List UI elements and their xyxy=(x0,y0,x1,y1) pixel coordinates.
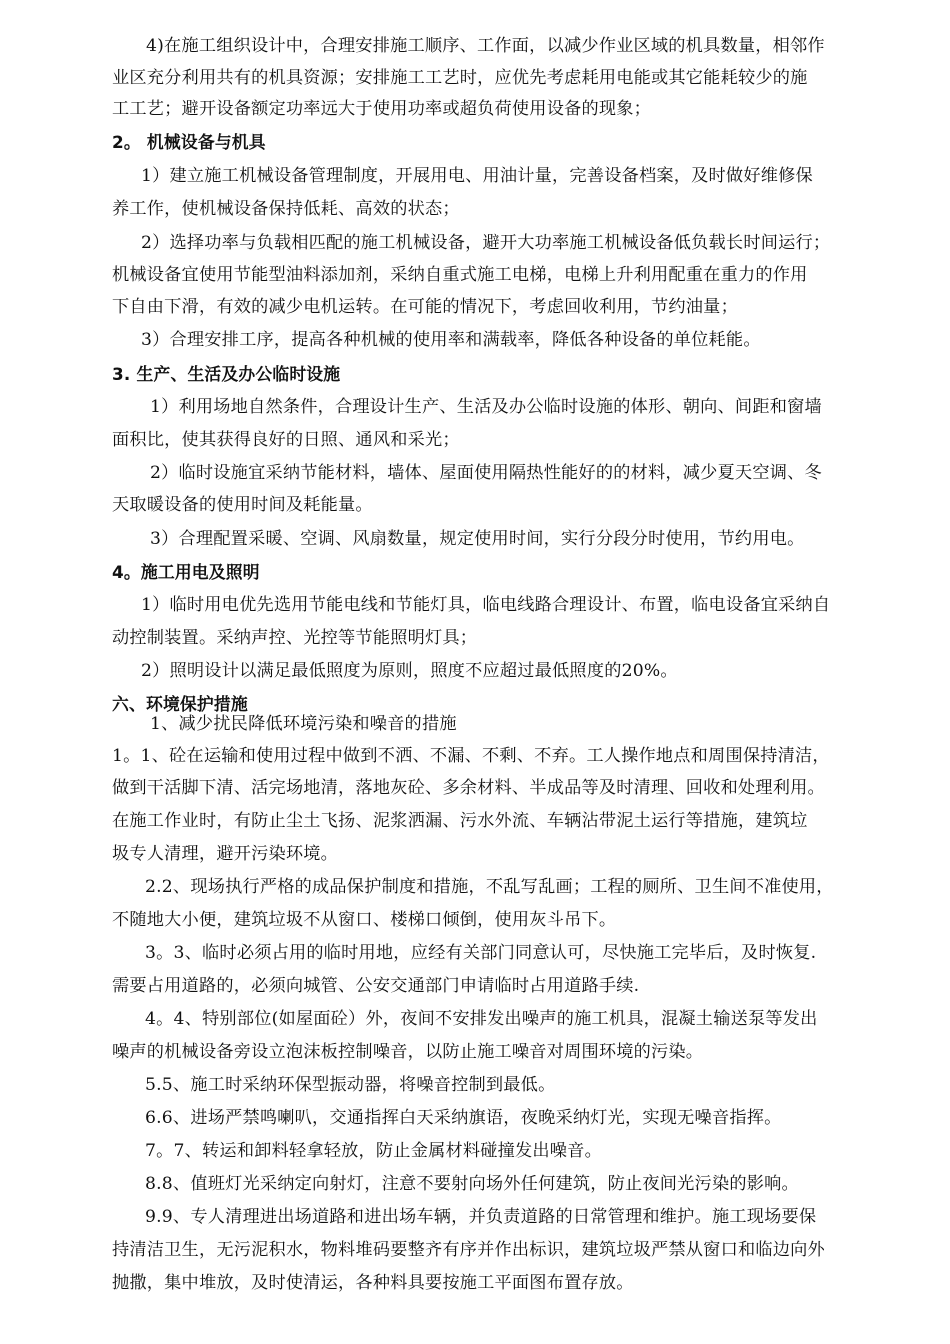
text-line: 在施工作业时，有防止尘土飞扬、泥浆洒漏、污水外流、车辆沾带泥土运行等措施，建筑垃 xyxy=(112,811,808,831)
text-line: 抛撒，集中堆放，及时使清运，各种料具要按施工平面图布置存放。 xyxy=(112,1273,634,1293)
section-heading: 2。 机械设备与机具 xyxy=(112,132,266,152)
text-line: 业区充分利用共有的机具资源；安排施工工艺时，应优先考虑耗用电能或其它能耗较少的施 xyxy=(112,68,808,88)
text-line: 养工作，使机械设备保持低耗、高效的状态； xyxy=(112,199,460,219)
text-line: 机械设备宜使用节能型油料添加剂，采纳自重式施工电梯，电梯上升利用配重在重力的作用 xyxy=(112,265,808,285)
text-line: 4)在施工组织设计中，合理安排施工顺序、工作面，以减少作业区域的机具数量，相邻作 xyxy=(146,36,825,56)
text-line: 圾专人清理，避开污染环境。 xyxy=(112,844,339,864)
text-line: 需要占用道路的，必须向城管、公安交通部门申请临时占用道路手续. xyxy=(112,976,640,996)
text-line: 动控制装置。采纳声控、光控等节能照明灯具； xyxy=(112,628,478,648)
text-line: 做到干活脚下清、活完场地清，落地灰砼、多余材料、半成品等及时清理、回收和处理利用。 xyxy=(112,778,825,798)
subsection-heading: 1、减少扰民降低环境污染和噪音的措施 xyxy=(150,714,457,734)
text-line: 4。4、特别部位(如屋面砼）外，夜间不安排发出噪声的施工机具，混凝土输送泵等发出 xyxy=(145,1009,818,1029)
text-line: 6.6、进场严禁鸣喇叭，交通指挥白天采纳旗语，夜晚采纳灯光，实现无噪音指挥。 xyxy=(145,1108,782,1128)
text-line: 2）照明设计以满足最低照度为原则，照度不应超过最低照度的20%。 xyxy=(141,661,678,681)
text-line: 2）临时设施宜采纳节能材料，墙体、屋面使用隔热性能好的的材料，减少夏天空调、冬 xyxy=(150,463,822,483)
text-line: 8.8、值班灯光采纳定向射灯，注意不要射向场外任何建筑，防止夜间光污染的影响。 xyxy=(145,1174,799,1194)
text-line: 持清洁卫生，无污泥积水，物料堆码要整齐有序并作出标识，建筑垃圾严禁从窗口和临边向外 xyxy=(112,1240,825,1260)
text-line: 面积比，使其获得良好的日照、通风和采光； xyxy=(112,430,460,450)
section-heading: 4。施工用电及照明 xyxy=(112,562,260,582)
text-line: 不随地大小便，建筑垃圾不从窗口、楼梯口倾倒，使用灰斗吊下。 xyxy=(112,910,617,930)
text-line: 3）合理安排工序，提高各种机械的使用率和满载率，降低各种设备的单位耗能。 xyxy=(141,330,761,350)
text-line: 2.2、现场执行严格的成品保护制度和措施，不乱写乱画；工程的厕所、卫生间不准使用， xyxy=(145,877,834,897)
text-line: 7。7、转运和卸料轻拿轻放，防止金属材料碰撞发出噪音。 xyxy=(145,1141,602,1161)
section-heading: 3. 生产、生活及办公临时设施 xyxy=(112,364,341,384)
text-line: 1。1、砼在运输和使用过程中做到不洒、不漏、不剩、不弃。工人操作地点和周围保持清洁， xyxy=(112,746,830,766)
text-line: 1）利用场地自然条件，合理设计生产、生活及办公临时设施的体形、朝向、间距和窗墙 xyxy=(150,397,822,417)
text-line: 1）建立施工机械设备管理制度，开展用电、用油计量，完善设备档案，及时做好维修保 xyxy=(141,166,813,186)
text-line: 5.5、施工时采纳环保型振动器，将噪音控制到最低。 xyxy=(145,1075,556,1095)
text-line: 3）合理配置采暖、空调、风扇数量，规定使用时间，实行分段分时使用，节约用电。 xyxy=(150,529,805,549)
text-line: 天取暖设备的使用时间及耗能量。 xyxy=(112,495,373,515)
chapter-heading: 六、环境保护措施 xyxy=(112,694,248,714)
text-line: 3。3、临时必须占用的临时用地，应经有关部门同意认可，尽快施工完毕后，及时恢复. xyxy=(145,943,817,963)
text-line: 9.9、专人清理进出场道路和进出场车辆，并负责道路的日常管理和维护。施工现场要保 xyxy=(145,1207,817,1227)
text-line: 工工艺；避开设备额定功率远大于使用功率或超负荷使用设备的现象； xyxy=(112,99,652,119)
text-line: 下自由下滑，有效的减少电机运转。在可能的情况下，考虑回收利用，节约油量； xyxy=(112,297,738,317)
text-line: 噪声的机械设备旁设立泡沫板控制噪音，以防止施工噪音对周围环境的污染。 xyxy=(112,1042,704,1062)
text-line: 2）选择功率与负载相匹配的施工机械设备，避开大功率施工机械设备低负载长时间运行； xyxy=(141,233,831,253)
text-line: 1）临时用电优先选用节能电线和节能灯具，临电线路合理设计、布置，临电设备宜采纳自 xyxy=(141,595,831,615)
